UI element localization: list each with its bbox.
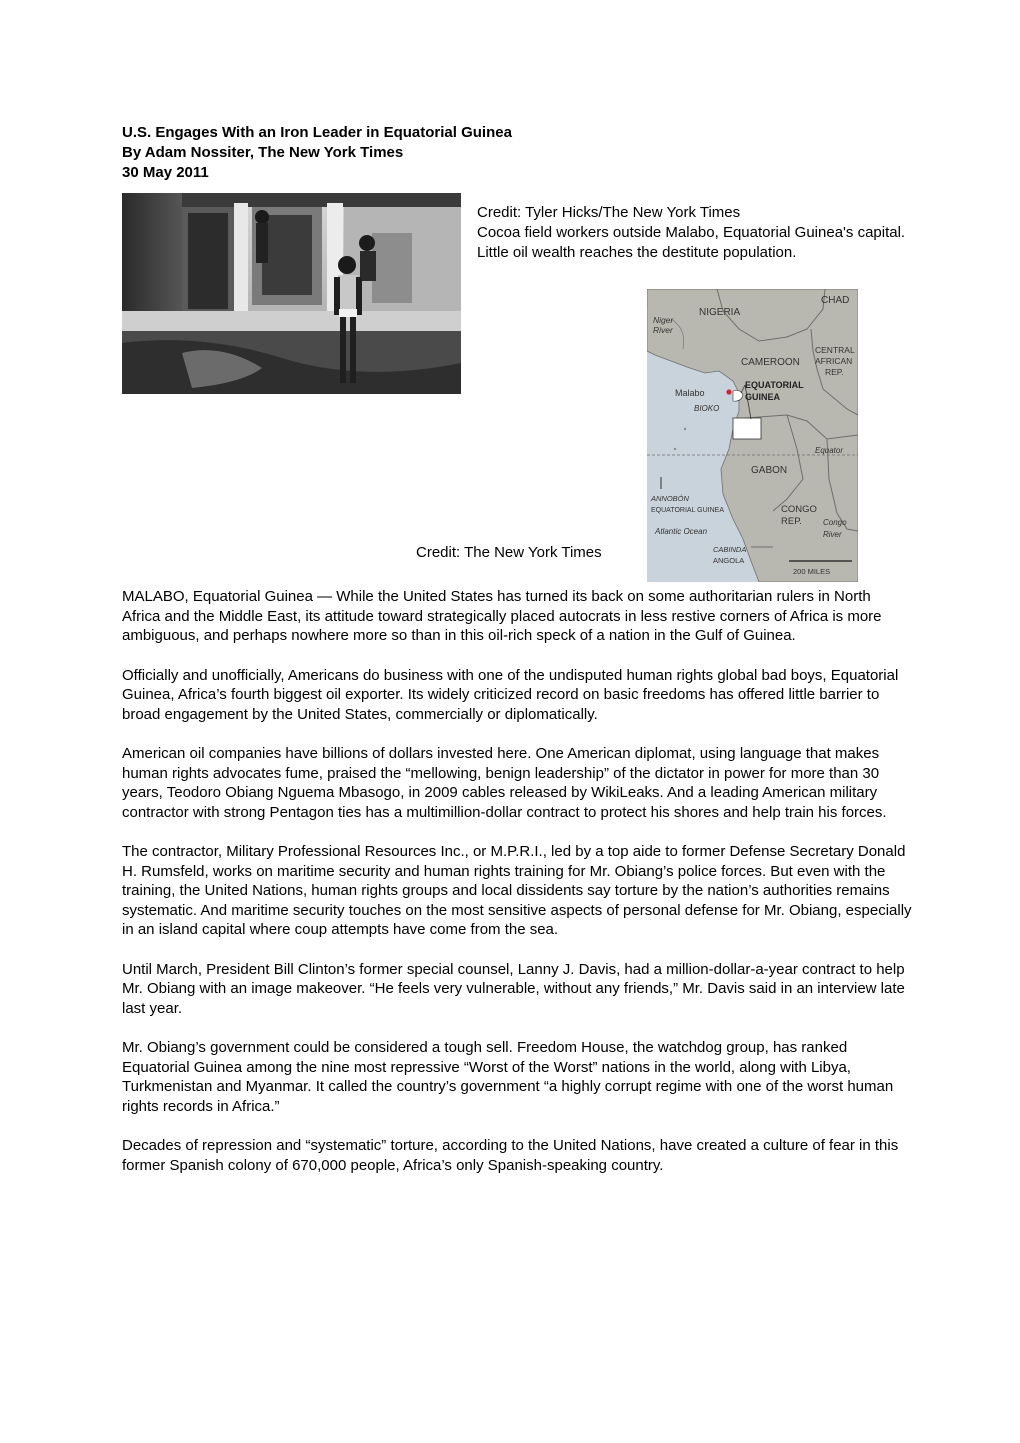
equatorial-guinea-highlight [733,418,761,439]
article-title: U.S. Engages With an Iron Leader in Equatorial Guinea [122,124,512,141]
photo-caption-block [477,203,907,263]
label-chad: CHAD [821,295,850,306]
label-gabon: GABON [751,465,788,476]
article-byline: By Adam Nossiter, The New York Times [122,144,404,161]
label-scale: 200 MILES [793,567,831,576]
label-equator: Equator [815,446,844,455]
article-body [122,587,912,1195]
svg-text:River: River [823,530,842,539]
paragraph: American oil companies have billions of dollars invested here. One American diplomat, using language that makes human rights advocates fume, praised the “mellowing, benign leadership” of the dictator in power for more than 30 years, Teodoro Obiang Nguema Mbasogo, in 2009 cables released by WikiLeaks. And a leading American military contractor with strong Pentagon ties has a multimillion-dollar contract to protect his shores and help train his forces. [122,745,887,821]
paragraph: Mr. Obiang’s government could be considered a tough sell. Freedom House, the watchdog group, has ranked Equatorial Guinea among the nine most repressive “Worst of the Worst” nations in the world, along with Libya, Turkmenistan and Myanmar. It called the country’s government “a highly corrupt regime with one of the worst human rights records in Africa.” [122,1039,894,1115]
equatorial-guinea-map [647,289,858,582]
label-angola: ANGOLA [713,556,745,565]
malabo-dot [726,389,731,394]
svg-text:REP.: REP. [825,367,844,377]
label-niger: Niger [653,315,674,325]
svg-text:AFRICAN: AFRICAN [815,356,853,366]
label-annobon: ANNOBÓN [651,494,689,503]
label-bioko: BIOKO [694,404,720,413]
article-date: 30 May 2011 [122,164,209,181]
label-niger-river: River [653,325,673,335]
cocoa-workers-photo [122,193,461,394]
article-header [122,123,512,183]
label-annobon-sub: EQUATORIAL GUINEA [651,507,724,514]
photo-credit: Credit: Tyler Hicks/The New York Times [477,204,741,221]
label-atlantic: Atlantic Ocean [655,527,708,536]
photo-caption: Cocoa field workers outside Malabo, Equatorial Guinea's capital. Little oil wealth reaches the destitute population. [477,224,906,261]
svg-text:REP.: REP. [781,516,802,527]
label-cameroon: CAMEROON [741,357,800,368]
label-malabo: Malabo [675,388,705,398]
label-nigeria: NIGERIA [699,307,741,318]
label-cabinda: CABINDA [713,545,747,554]
paragraph: Until March, President Bill Clinton’s former special counsel, Lanny J. Davis, had a million-dollar-a-year contract to help Mr. Obiang with an image makeover. “He feels very vulnerable, without any friends,” Mr. Davis said in an interview late last year. [122,960,905,1017]
paragraph: Officially and unofficially, Americans do business with one of the undisputed human rights global bad boys, Equatorial Guinea, Africa’s fourth biggest oil exporter. Its widely criticized record on basic freedoms has offered little barrier to broad engagement by the United States, commercially or diplomatically. [122,666,899,723]
svg-text:GUINEA: GUINEA [745,392,781,402]
svg-text:CONGO: CONGO [781,504,817,515]
map-credit: Credit: The New York Times [416,544,602,561]
paragraph: The contractor, Military Professional Resources Inc., or M.P.R.I., led by a top aide to former Defense Secretary Donald H. Rumsfeld, works on maritime security and human rights training for Mr. Obiang’s police forces. But even with the training, the United Nations, human rights groups and local dissidents say torture by the nation’s authorities remains systematic. And maritime security touches on the most sensitive aspects of personal defense for Mr. Obiang, especially in an island capital where coup attempts have come from the sea. [122,843,912,938]
svg-text:EQUATORIAL: EQUATORIAL [745,380,804,390]
svg-text:CENTRAL: CENTRAL [815,345,855,355]
svg-text:Congo: Congo [823,518,847,527]
paragraph: Decades of repression and “systematic” torture, according to the United Nations, have created a culture of fear in this former Spanish colony of 670,000 people, Africa’s only Spanish-speaking country. [122,1137,899,1174]
paragraph: MALABO, Equatorial Guinea — While the United States has turned its back on some authoritarian rulers in North Africa and the Middle East, its attitude toward strategically placed autocrats in less restive corners of Africa is more ambiguous, and perhaps nowhere more so than in this oil-rich speck of a nation in the Gulf of Guinea. [122,588,882,644]
